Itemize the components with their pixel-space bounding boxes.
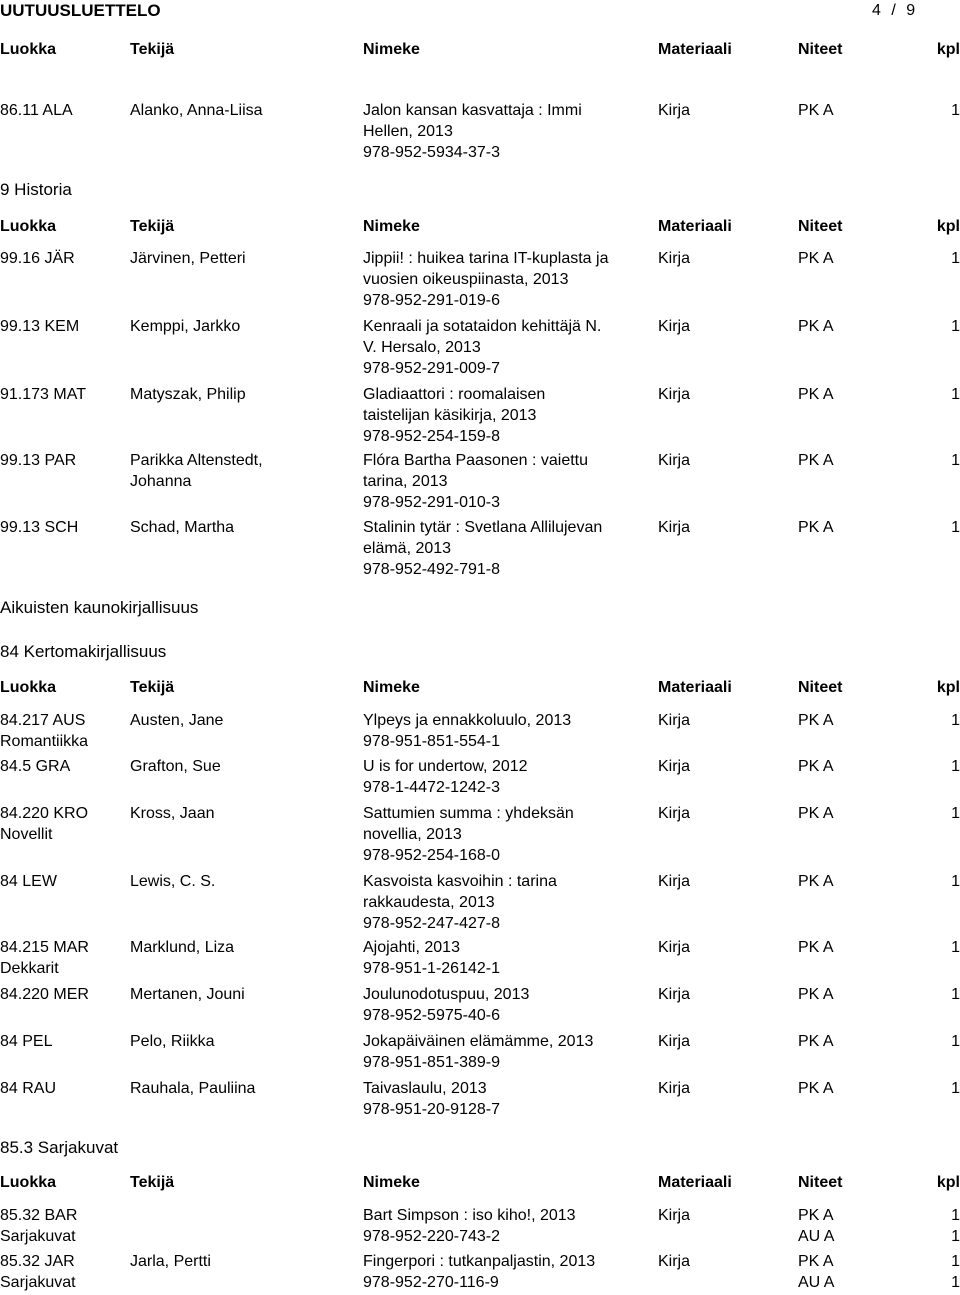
page-title: UUTUUSLUETTELO — [0, 1, 161, 20]
cell-materiaali: Kirja — [658, 318, 691, 335]
cell-tekija: Pelo, Riikka — [130, 1033, 215, 1050]
column-header-luokka: Luokka — [0, 41, 57, 58]
cell-nimeke: Kenraali ja sotataidon kehittäjä N. — [363, 318, 602, 335]
cell-kpl: 1 — [951, 452, 960, 469]
cell-luokka: 85.32 BAR — [0, 1207, 78, 1224]
cell-tekija: Johanna — [130, 473, 192, 490]
cell-luokka: Romantiikka — [0, 733, 89, 750]
cell-materiaali: Kirja — [658, 939, 691, 956]
cell-nimeke: 978-952-254-168-0 — [363, 847, 500, 864]
cell-kpl: 1 — [951, 1207, 960, 1224]
cell-nimeke: U is for undertow, 2012 — [363, 758, 528, 775]
cell-nimeke: Kasvoista kasvoihin : tarina — [363, 873, 557, 890]
cell-luokka: 84.5 GRA — [0, 758, 71, 775]
section-heading: 84 Kertomakirjallisuus — [0, 642, 167, 661]
cell-nimeke: V. Hersalo, 2013 — [363, 339, 481, 356]
column-header-niteet: Niteet — [798, 218, 843, 235]
cell-niteet: PK A — [798, 102, 834, 119]
cell-luokka: 99.13 PAR — [0, 452, 77, 469]
cell-nimeke: elämä, 2013 — [363, 540, 452, 557]
cell-luokka: Sarjakuvat — [0, 1228, 76, 1245]
cell-kpl: 1 — [951, 1274, 960, 1291]
cell-nimeke: 978-952-492-791-8 — [363, 561, 500, 578]
cell-materiaali: Kirja — [658, 758, 691, 775]
cell-kpl: 1 — [951, 1080, 960, 1097]
cell-niteet: PK A — [798, 386, 834, 403]
cell-nimeke: 978-952-291-010-3 — [363, 494, 500, 511]
cell-tekija: Austen, Jane — [130, 712, 224, 729]
cell-tekija: Schad, Martha — [130, 519, 235, 536]
column-header-materiaali: Materiaali — [658, 679, 732, 696]
cell-niteet: PK A — [798, 873, 834, 890]
column-header-luokka: Luokka — [0, 1174, 57, 1191]
cell-luokka: 99.16 JÄR — [0, 250, 75, 267]
column-header-tekija: Tekijä — [130, 1174, 175, 1191]
column-header-tekija: Tekijä — [130, 679, 175, 696]
cell-niteet: PK A — [798, 1207, 834, 1224]
cell-kpl: 1 — [951, 1253, 960, 1270]
cell-kpl: 1 — [951, 250, 960, 267]
page-separator: / — [891, 2, 896, 19]
cell-niteet: PK A — [798, 1033, 834, 1050]
cell-niteet: AU A — [798, 1274, 835, 1291]
cell-luokka: 84 RAU — [0, 1080, 57, 1097]
column-header-kpl: kpl — [936, 41, 960, 58]
cell-nimeke: Bart Simpson : iso kiho!, 2013 — [363, 1207, 576, 1224]
cell-nimeke: tarina, 2013 — [363, 473, 448, 490]
column-header-materiaali: Materiaali — [658, 41, 732, 58]
cell-tekija: Marklund, Liza — [130, 939, 235, 956]
cell-nimeke: 978-951-851-389-9 — [363, 1054, 500, 1071]
cell-luokka: Novellit — [0, 826, 53, 843]
cell-kpl: 1 — [951, 1228, 960, 1245]
cell-nimeke: 978-952-270-116-9 — [363, 1274, 499, 1291]
cell-nimeke: Stalinin tytär : Svetlana Allilujevan — [363, 519, 603, 536]
cell-tekija: Jarla, Pertti — [130, 1253, 211, 1270]
cell-nimeke: 978-952-247-427-8 — [363, 915, 500, 932]
cell-materiaali: Kirja — [658, 805, 691, 822]
cell-luokka: 84 LEW — [0, 873, 57, 890]
section-heading: Aikuisten kaunokirjallisuus — [0, 598, 199, 617]
column-header-tekija: Tekijä — [130, 41, 175, 58]
cell-tekija: Rauhala, Pauliina — [130, 1080, 256, 1097]
cell-niteet: PK A — [798, 250, 834, 267]
cell-tekija: Parikka Altenstedt, — [130, 452, 263, 469]
cell-nimeke: Ajojahti, 2013 — [363, 939, 460, 956]
cell-kpl: 1 — [951, 102, 960, 119]
column-header-nimeke: Nimeke — [363, 1174, 420, 1191]
cell-niteet: PK A — [798, 519, 834, 536]
cell-luokka: 86.11 ALA — [0, 102, 73, 119]
cell-niteet: PK A — [798, 452, 834, 469]
section-heading: 9 Historia — [0, 180, 72, 199]
cell-niteet: PK A — [798, 758, 834, 775]
cell-nimeke: 978-1-4472-1242-3 — [363, 779, 500, 796]
cell-materiaali: Kirja — [658, 1253, 691, 1270]
cell-nimeke: 978-952-291-009-7 — [363, 360, 500, 377]
column-header-niteet: Niteet — [798, 1174, 843, 1191]
cell-materiaali: Kirja — [658, 452, 691, 469]
cell-nimeke: 978-951-851-554-1 — [363, 733, 500, 750]
cell-materiaali: Kirja — [658, 519, 691, 536]
cell-nimeke: 978-952-254-159-8 — [363, 428, 500, 445]
cell-kpl: 1 — [951, 386, 960, 403]
page-current: 4 — [872, 2, 881, 19]
cell-luokka: 85.32 JAR — [0, 1253, 75, 1270]
cell-nimeke: 978-952-291-019-6 — [363, 292, 500, 309]
page-indicator — [872, 1, 915, 21]
cell-niteet: PK A — [798, 986, 834, 1003]
cell-tekija: Lewis, C. S. — [130, 873, 216, 890]
cell-nimeke: Jokapäiväinen elämämme, 2013 — [363, 1033, 594, 1050]
cell-nimeke: Flóra Bartha Paasonen : vaiettu — [363, 452, 589, 469]
cell-materiaali: Kirja — [658, 1080, 691, 1097]
cell-materiaali: Kirja — [658, 712, 691, 729]
cell-nimeke: Ylpeys ja ennakkoluulo, 2013 — [363, 712, 572, 729]
cell-niteet: PK A — [798, 939, 834, 956]
cell-nimeke: Sattumien summa : yhdeksän — [363, 805, 574, 822]
cell-nimeke: rakkaudesta, 2013 — [363, 894, 495, 911]
section-heading: 85.3 Sarjakuvat — [0, 1138, 119, 1157]
cell-niteet: PK A — [798, 1080, 834, 1097]
column-header-kpl: kpl — [936, 1174, 960, 1191]
cell-nimeke: 978-952-5975-40-6 — [363, 1007, 500, 1024]
cell-niteet: PK A — [798, 318, 834, 335]
cell-tekija: Kemppi, Jarkko — [130, 318, 241, 335]
page-total: 9 — [906, 2, 916, 19]
cell-nimeke: Taivaslaulu, 2013 — [363, 1080, 487, 1097]
cell-kpl: 1 — [951, 873, 960, 890]
cell-tekija: Grafton, Sue — [130, 758, 221, 775]
cell-nimeke: Gladiaattori : roomalaisen — [363, 386, 546, 403]
cell-luokka: Sarjakuvat — [0, 1274, 76, 1291]
column-header-luokka: Luokka — [0, 218, 57, 235]
cell-tekija: Alanko, Anna-Liisa — [130, 102, 263, 119]
cell-tekija: Kross, Jaan — [130, 805, 215, 822]
column-header-nimeke: Nimeke — [363, 679, 420, 696]
cell-materiaali: Kirja — [658, 986, 691, 1003]
cell-kpl: 1 — [951, 939, 960, 956]
column-header-niteet: Niteet — [798, 679, 843, 696]
cell-kpl: 1 — [951, 1033, 960, 1050]
cell-tekija: Järvinen, Petteri — [130, 250, 246, 267]
cell-kpl: 1 — [951, 519, 960, 536]
cell-materiaali: Kirja — [658, 873, 691, 890]
cell-nimeke: Joulunodotuspuu, 2013 — [363, 986, 530, 1003]
cell-materiaali: Kirja — [658, 1033, 691, 1050]
column-header-materiaali: Materiaali — [658, 218, 732, 235]
column-header-materiaali: Materiaali — [658, 1174, 732, 1191]
cell-nimeke: novellia, 2013 — [363, 826, 462, 843]
cell-tekija: Mertanen, Jouni — [130, 986, 245, 1003]
cell-kpl: 1 — [951, 712, 960, 729]
cell-nimeke: 978-952-5934-37-3 — [363, 144, 500, 161]
cell-nimeke: Jippii! : huikea tarina IT-kuplasta ja — [363, 250, 609, 267]
cell-materiaali: Kirja — [658, 102, 691, 119]
cell-luokka: 91.173 MAT — [0, 386, 86, 403]
cell-nimeke: 978-952-220-743-2 — [363, 1228, 500, 1245]
cell-tekija: Matyszak, Philip — [130, 386, 246, 403]
cell-niteet: AU A — [798, 1228, 835, 1245]
cell-luokka: 84.215 MAR — [0, 939, 89, 956]
cell-materiaali: Kirja — [658, 1207, 691, 1224]
cell-nimeke: taistelijan käsikirja, 2013 — [363, 407, 537, 424]
cell-nimeke: 978-951-1-26142-1 — [363, 960, 500, 977]
cell-niteet: PK A — [798, 712, 834, 729]
cell-luokka: 84.220 MER — [0, 986, 89, 1003]
cell-nimeke: 978-951-20-9128-7 — [363, 1101, 500, 1118]
cell-luokka: 99.13 SCH — [0, 519, 79, 536]
cell-kpl: 1 — [951, 986, 960, 1003]
column-header-nimeke: Nimeke — [363, 218, 420, 235]
column-header-tekija: Tekijä — [130, 218, 175, 235]
cell-luokka: 84.220 KRO — [0, 805, 89, 822]
cell-kpl: 1 — [951, 805, 960, 822]
column-header-niteet: Niteet — [798, 41, 843, 58]
cell-materiaali: Kirja — [658, 250, 691, 267]
column-header-kpl: kpl — [936, 679, 960, 696]
cell-nimeke: Hellen, 2013 — [363, 123, 453, 140]
cell-niteet: PK A — [798, 805, 834, 822]
column-header-luokka: Luokka — [0, 679, 57, 696]
cell-nimeke: Jalon kansan kasvattaja : Immi — [363, 102, 582, 119]
column-header-kpl: kpl — [936, 218, 960, 235]
cell-luokka: Dekkarit — [0, 960, 59, 977]
cell-luokka: 84.217 AUS — [0, 712, 86, 729]
cell-kpl: 1 — [951, 758, 960, 775]
cell-nimeke: Fingerpori : tutkanpaljastin, 2013 — [363, 1253, 596, 1270]
cell-niteet: PK A — [798, 1253, 834, 1270]
cell-kpl: 1 — [951, 318, 960, 335]
cell-nimeke: vuosien oikeuspiinasta, 2013 — [363, 271, 569, 288]
column-header-nimeke: Nimeke — [363, 41, 420, 58]
cell-luokka: 84 PEL — [0, 1033, 53, 1050]
cell-materiaali: Kirja — [658, 386, 691, 403]
cell-luokka: 99.13 KEM — [0, 318, 80, 335]
